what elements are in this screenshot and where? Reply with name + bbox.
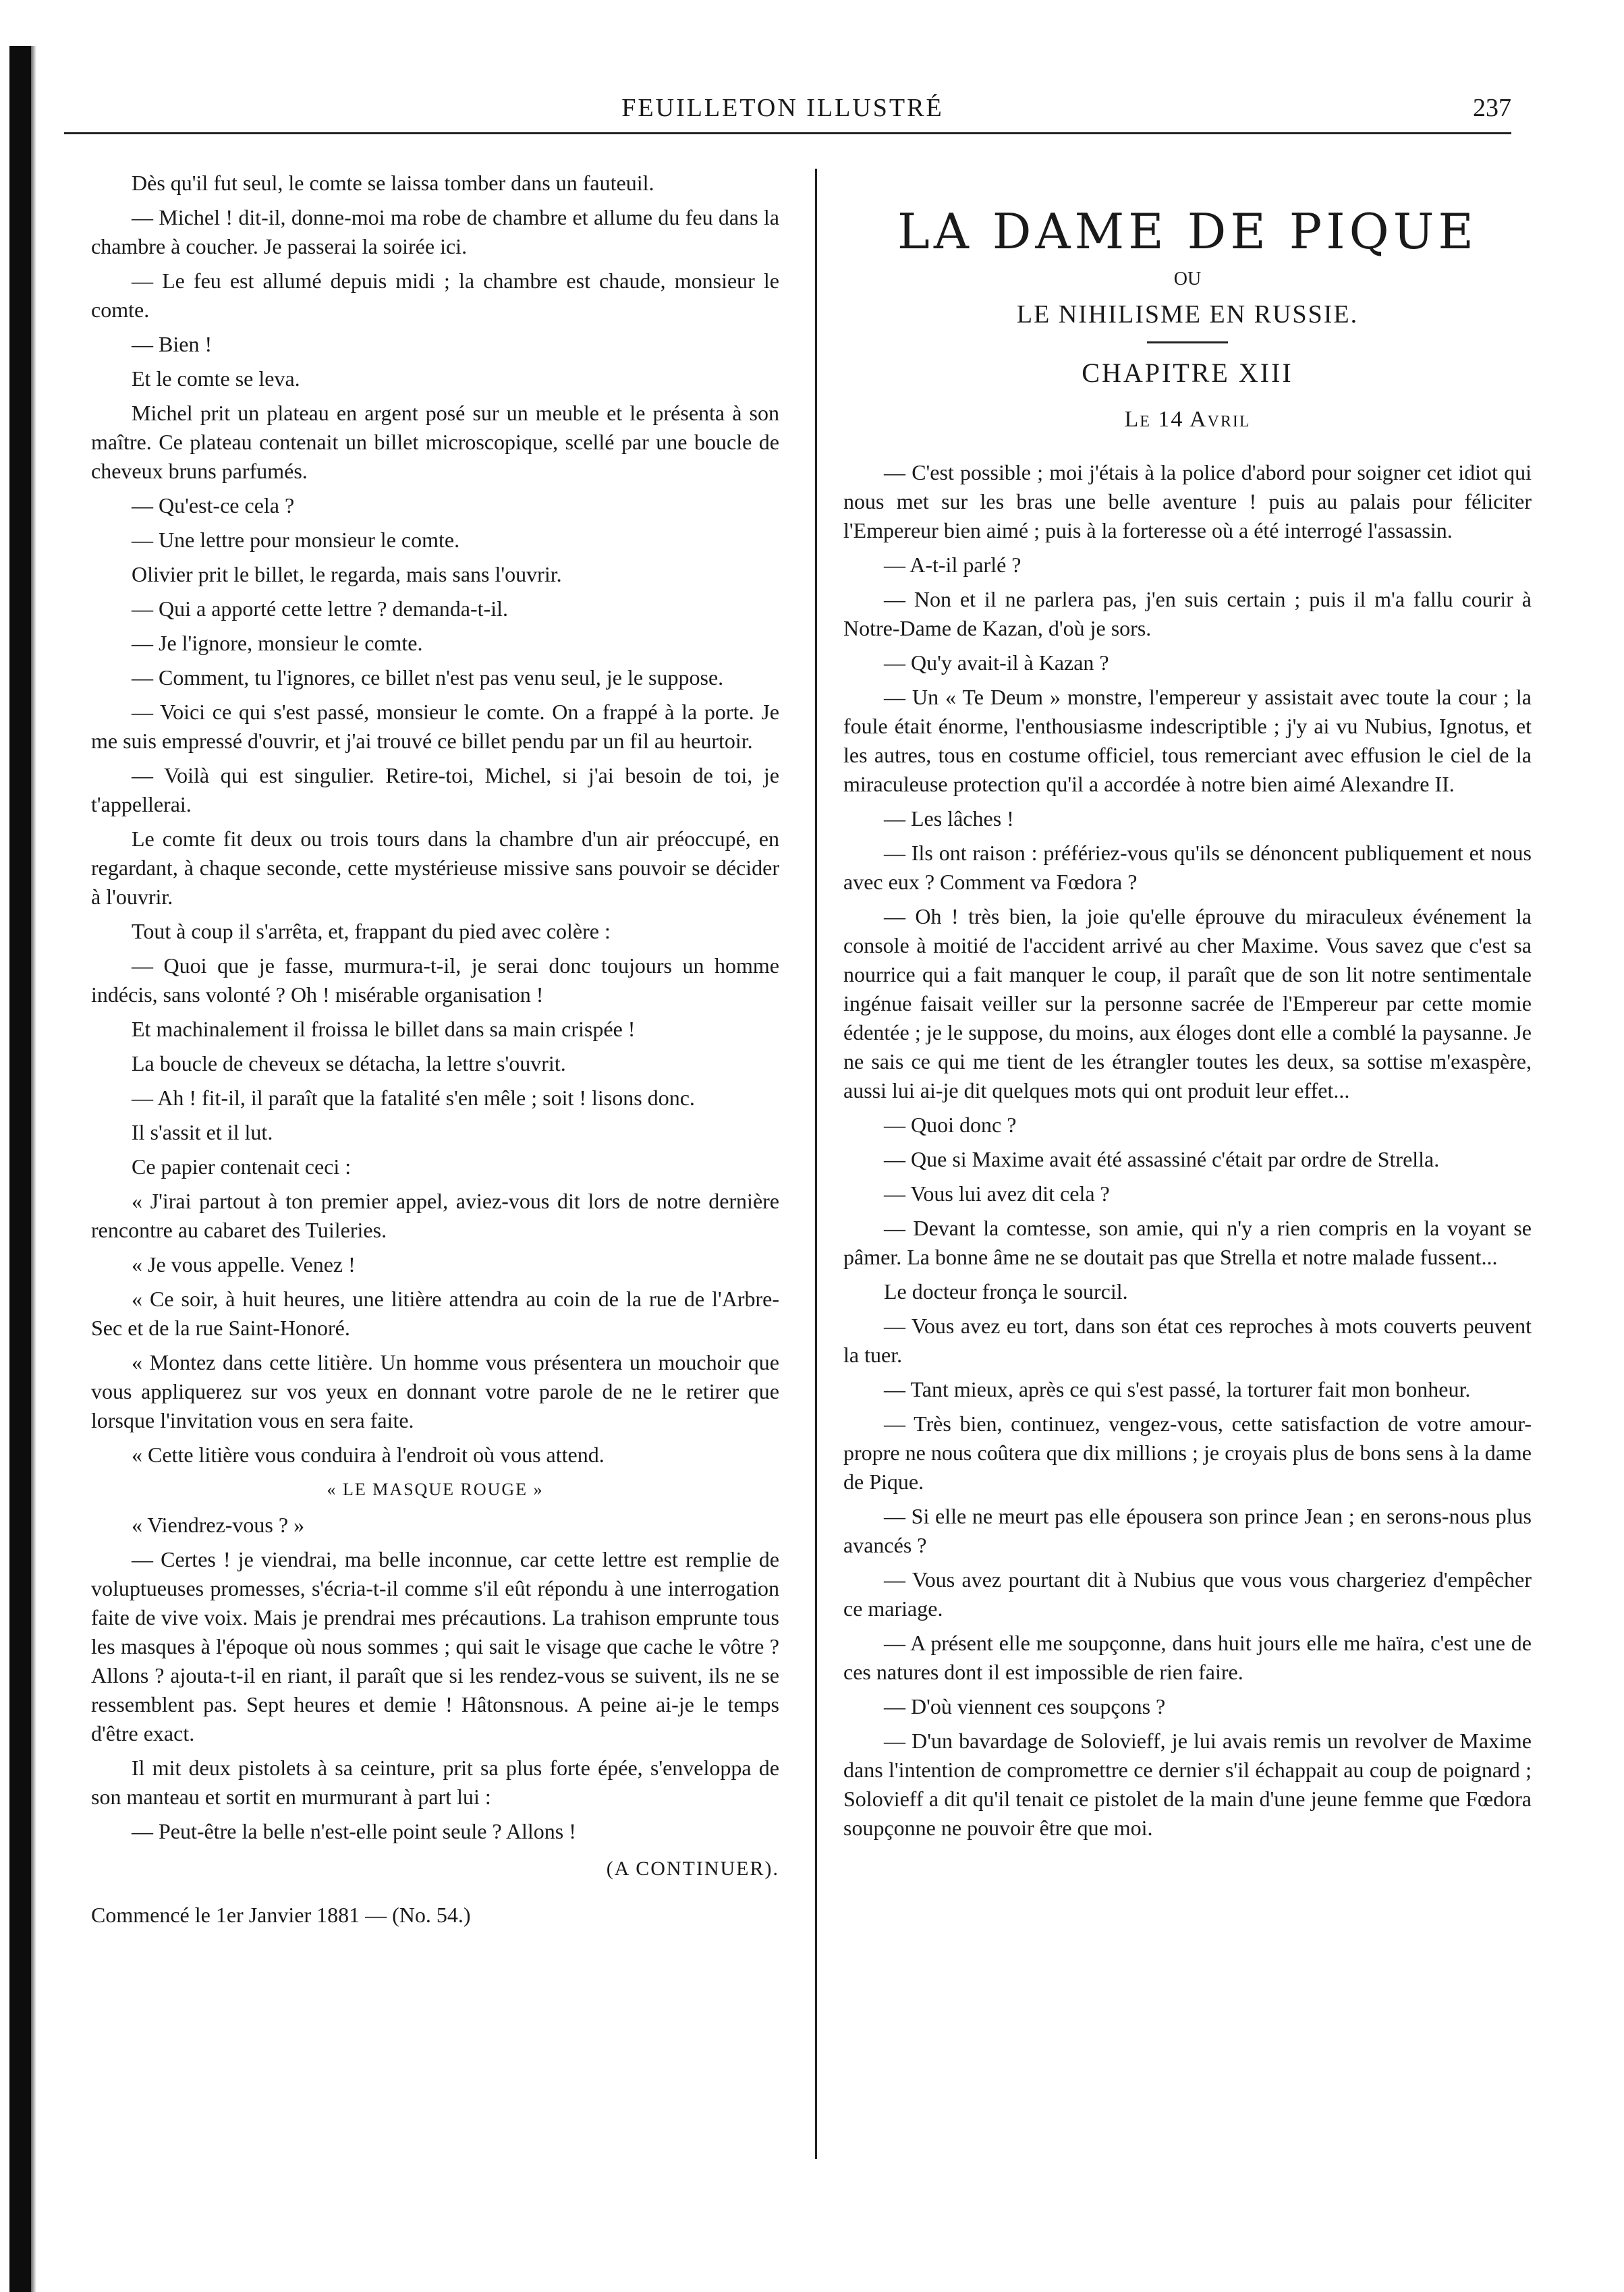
story-title-block: [843, 202, 1532, 434]
chapter-heading: CHAPITRE XIII: [1082, 358, 1293, 388]
paragraph: — Oh ! très bien, la joie qu'elle éprouve du miraculeux événement la console à moitié de l'accident arrivé au cher Maxime. Vous savez que c'est sa nourrice qui a fait manquer le coup, il paraît que de son lit notre sentimentale ingénue faisait veiller sur la personne sacrée de l'Empereur par cette momie édentée ; je le suppose, du moins, aux éloges dont elle a comblé la paysanne. Je ne sais ce qui me tient de les étrangler toutes les deux, sa sottise m'exaspère, aussi lui ai-je dit quelques mots qui ont produit leur effet...: [843, 904, 1532, 1102]
paragraph: — Vous lui avez dit cela ?: [884, 1181, 1110, 1206]
column-divider: [815, 169, 817, 2159]
paragraph: — Non et il ne parlera pas, j'en suis certain ; puis il m'a fallu courir à Notre-Dame de Kazan, d'où je sors.: [843, 587, 1532, 640]
left-paragraphs: [91, 169, 779, 1470]
left-column: [91, 169, 779, 1935]
paragraph: « Montez dans cette litière. Un homme vous présentera un mouchoir que vous appliquerez sur vos yeux en donnant votre parole de ne le retirer que lorsque l'invitation vous en sera faite.: [91, 1350, 779, 1432]
paragraph: — Comment, tu l'ignores, ce billet n'est pas venu seul, je le suppose.: [132, 665, 724, 690]
paragraph: — Voilà qui est singulier. Retire-toi, Michel, si j'ai besoin de toi, je t'appellerai.: [91, 763, 779, 816]
paragraph: — A-t-il parlé ?: [884, 553, 1021, 577]
page-number: 237: [1473, 94, 1511, 122]
paragraph: « Cette litière vous conduira à l'endroit où vous attend.: [132, 1443, 605, 1467]
paragraph: — Certes ! je viendrai, ma belle inconnue, car cette lettre est remplie de voluptueuses promesses, s'écria-t-il comme s'il eût répondu à une interrogation faite de vive voix. Mais je prendrai mes précautions. La trahison emprunte tous les masques à l'époque où nous sommes ; qui sait le visage que cache le vôtre ? Allons ? ajouta-t-il en riant, il paraît que si les rendez-vous se suivent, ils ne se ressemblent pas. Sept heures et demie ! Hâtonsnous. A peine ai-je le temps d'être exact.: [91, 1547, 779, 1745]
paragraph: « J'irai partout à ton premier appel, aviez-vous dit lors de notre dernière rencontre au cabaret des Tuileries.: [91, 1189, 779, 1242]
paragraph: Le comte fit deux ou trois tours dans la chambre d'un air préoccupé, en regardant, à chaque seconde, cette mystérieuse missive sans pouvoir se décider à l'ouvrir.: [91, 827, 779, 909]
paragraph: — Michel ! dit-il, donne-moi ma robe de chambre et allume du feu dans la chambre à coucher. Je passerai la soirée ici.: [91, 205, 779, 258]
paragraph: Et le comte se leva.: [132, 366, 300, 391]
paragraph: Olivier prit le billet, le regarda, mais sans l'ouvrir.: [132, 562, 562, 586]
paragraph: — Vous avez eu tort, dans son état ces reproches à mots couverts peuvent la tuer.: [843, 1314, 1532, 1367]
paragraph: Tout à coup il s'arrêta, et, frappant du pied avec colère :: [132, 919, 611, 943]
running-title: FEUILLETON ILLUSTRÉ: [621, 94, 944, 122]
story-subtitle: LE NIHILISME EN RUSSIE.: [1016, 300, 1359, 329]
paragraph: — Quoi donc ?: [884, 1113, 1017, 1137]
letter-signature: « LE MASQUE ROUGE »: [327, 1480, 544, 1499]
paragraph: — C'est possible ; moi j'étais à la police d'abord pour soigner cet idiot qui nous met sur les bras une belle aventure ! puis au palais pour féliciter l'Empereur bien aimé ; puis à la forteresse où a été interrogé l'assassin.: [843, 460, 1532, 542]
paragraph: — Très bien, continuez, vengez-vous, cette satisfaction de votre amour-propre ne nous coûtera que dix millions ; je croyais plus de bons sens à la dame de Pique.: [843, 1411, 1532, 1494]
paragraph: Il mit deux pistolets à sa ceinture, prit sa plus forte épée, s'enveloppa de son manteau et sortit en murmurant à part lui :: [91, 1756, 779, 1809]
paragraph: — Une lettre pour monsieur le comte.: [132, 528, 460, 552]
paragraph: Et machinalement il froissa le billet dans sa main crispée !: [132, 1017, 636, 1041]
paragraph: « Viendrez-vous ? »: [132, 1513, 305, 1537]
paragraph: — Ah ! fit-il, il paraît que la fatalité s'en mêle ; soit ! lisons donc.: [132, 1086, 695, 1110]
paragraph: — Que si Maxime avait été assassiné c'était par ordre de Strella.: [884, 1147, 1440, 1171]
paragraph: Dès qu'il fut seul, le comte se laissa tomber dans un fauteuil.: [132, 171, 654, 195]
paragraph: — D'un bavardage de Solovieff, je lui avais remis un revolver de Maxime dans l'intention de compromettre ce dernier s'il échappait au coup de poignard ; Solovieff a dit qu'il tenait ce pistolet de la main d'une jeune femme que Fœdora soupçonne ne pouvoir être que moi.: [843, 1729, 1532, 1840]
serial-start-note: Commencé le 1er Janvier 1881 — (No. 54.): [91, 1903, 471, 1927]
paragraph: — D'où viennent ces soupçons ?: [884, 1694, 1166, 1718]
paragraph: Ce papier contenait ceci :: [132, 1154, 352, 1179]
paragraph: — A présent elle me soupçonne, dans huit jours elle me haïra, c'est une de ces natures dont il est impossible de rien faire.: [843, 1631, 1532, 1684]
paragraph: La boucle de cheveux se détacha, la lettre s'ouvrit.: [132, 1051, 566, 1075]
to-be-continued: (A CONTINUER).: [606, 1857, 779, 1880]
title-rule: [1147, 341, 1228, 343]
header-rule: [64, 132, 1511, 134]
paragraph: — Voici ce qui s'est passé, monsieur le comte. On a frappé à la porte. Je me suis empressé d'ouvrir, et j'ai trouvé ce billet pendu par un fil au heurtoir.: [91, 700, 779, 753]
paragraph: — Le feu est allumé depuis midi ; la chambre est chaude, monsieur le comte.: [91, 269, 779, 322]
paragraph: — Qu'est-ce cela ?: [132, 493, 295, 518]
right-column: [843, 202, 1532, 1848]
binding-edge: [9, 46, 31, 2292]
binding-shadow: [31, 46, 36, 2292]
left-paragraphs-after: [91, 1511, 779, 1846]
paragraph: « Ce soir, à huit heures, une litière attendra au coin de la rue de l'Arbre-Sec et de la rue Saint-Honoré.: [91, 1287, 779, 1340]
paragraph: — Quoi que je fasse, murmura-t-il, je serai donc toujours un homme indécis, sans volonté ? Oh ! misérable organisation !: [91, 953, 779, 1007]
page-header: [54, 92, 1511, 127]
paragraph: — Un « Te Deum » monstre, l'empereur y assistait avec toute la cour ; la foule était énorme, l'enthousiasme indescriptible ; j'y ai vu Nubius, Ignotus, et les autres, tous en costume officiel, tous remerciant avec effusion le ciel de la miraculeuse protection qu'il a accordée à notre bien aimé Alexandre II.: [843, 685, 1532, 796]
paragraph: — Devant la comtesse, son amie, qui n'y a rien compris en la voyant se pâmer. La bonne âme ne se doutait pas que Strella et notre malade fussent...: [843, 1216, 1532, 1269]
title-conjunction: OU: [1173, 269, 1202, 289]
paragraph: — Bien !: [132, 332, 213, 356]
paragraph: — Si elle ne meurt pas elle épousera son prince Jean ; en serons-nous plus avancés ?: [843, 1504, 1532, 1557]
right-paragraphs: [843, 458, 1532, 1843]
paragraph: Michel prit un plateau en argent posé sur un meuble et le présenta à son maître. Ce plateau contenait un billet microscopique, scellé par une boucle de cheveux bruns parfumés.: [91, 401, 779, 483]
paragraph: — Tant mieux, après ce qui s'est passé, la torturer fait mon bonheur.: [884, 1377, 1471, 1401]
paragraph: Il s'assit et il lut.: [132, 1120, 273, 1144]
paragraph: — Vous avez pourtant dit à Nubius que vous vous chargeriez d'empêcher ce mariage.: [843, 1567, 1532, 1621]
paragraph: — Peut-être la belle n'est-elle point seule ? Allons !: [132, 1819, 576, 1843]
paragraph: — Qu'y avait-il à Kazan ?: [884, 650, 1109, 675]
paragraph: — Les lâches !: [884, 806, 1014, 831]
chapter-date: Le 14 Avril: [1124, 407, 1251, 432]
paragraph: — Je l'ignore, monsieur le comte.: [132, 631, 423, 655]
paragraph: — Ils ont raison : préfériez-vous qu'ils se dénoncent publiquement et nous avec eux ? Comment va Fœdora ?: [843, 841, 1532, 894]
paragraph: — Qui a apporté cette lettre ? demanda-t-il.: [132, 596, 508, 621]
story-title: LA DAME DE PIQUE: [897, 203, 1478, 260]
paragraph: Le docteur fronça le sourcil.: [884, 1279, 1128, 1304]
paragraph: « Je vous appelle. Venez !: [132, 1252, 356, 1277]
